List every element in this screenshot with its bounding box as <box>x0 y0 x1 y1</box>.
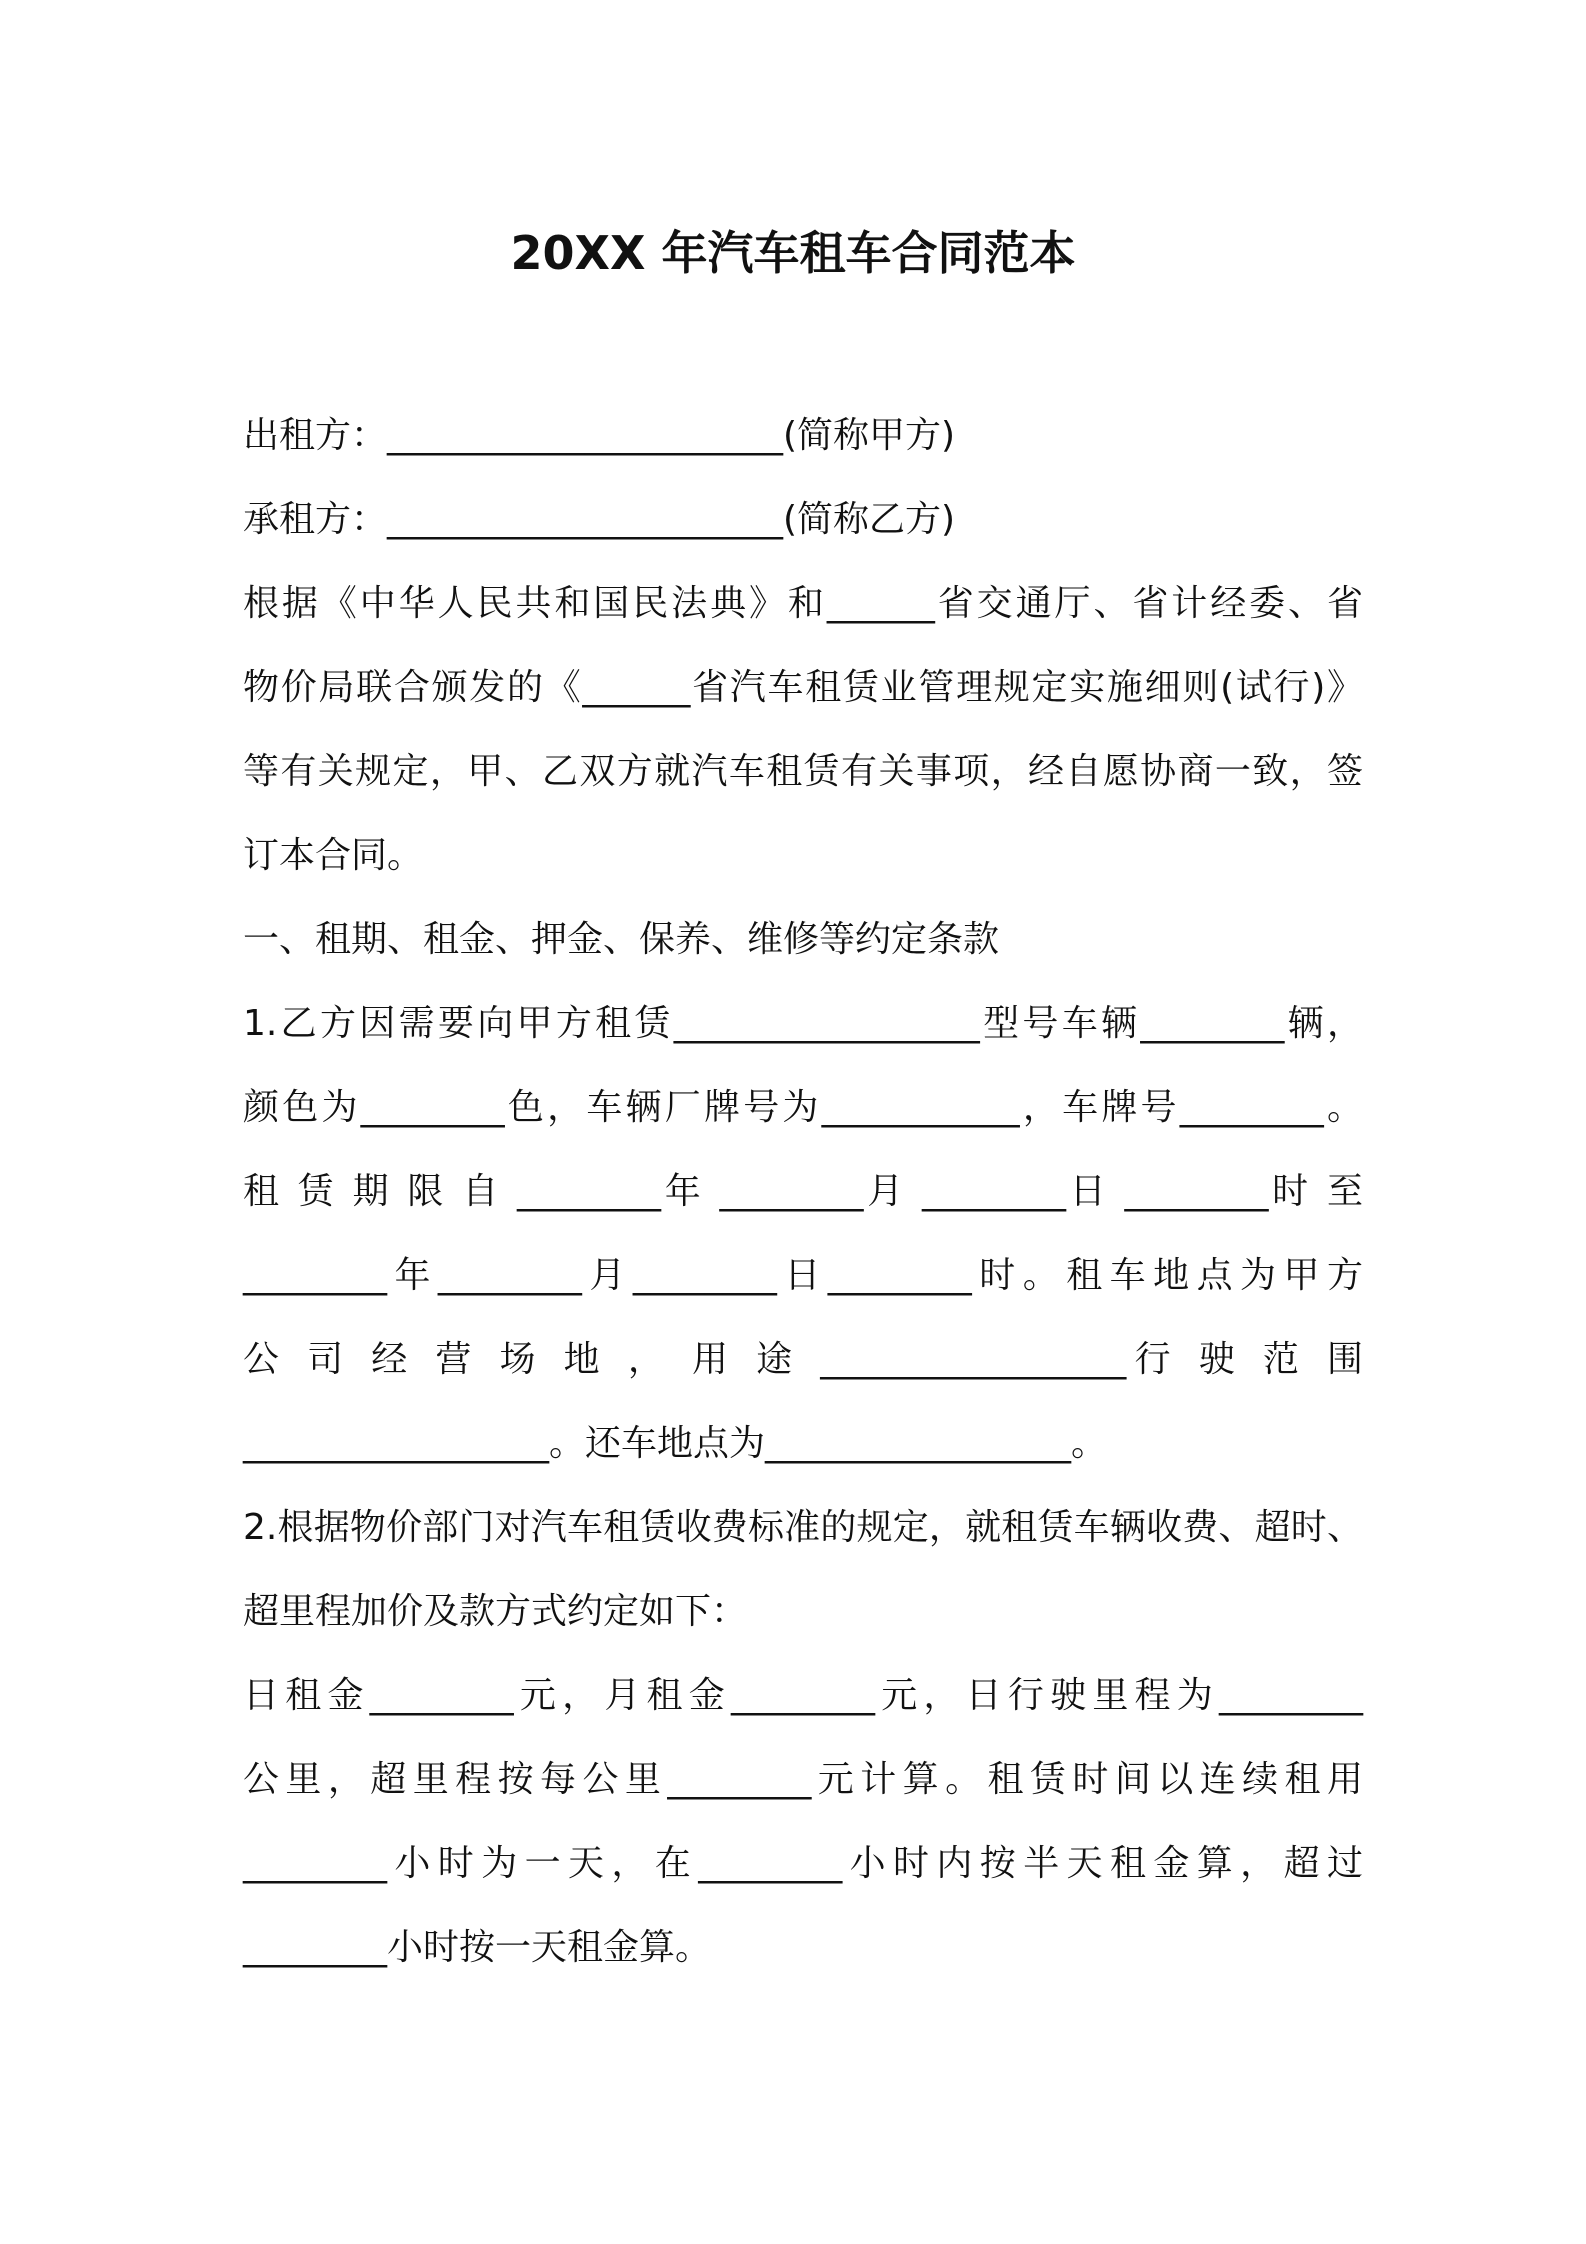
clause-1-line-1: 1.乙方因需要向甲方租赁_________________型号车辆________辆， <box>243 1003 1363 1044</box>
clause-1-line-6: _________________。还车地点为_________________。 <box>243 1423 1108 1464</box>
section-heading: 一、租期、租金、押金、保养、维修等约定条款 <box>243 919 1000 960</box>
preamble-line-1: 根据《中华人民共和国民法典》和______省交通厅、省计经委、省 <box>243 583 1363 624</box>
fees-line-2: 公里，超里程按每公里________元计算。租赁时间以连续租用 <box>243 1759 1363 1800</box>
lessor-line: 出租方：______________________(简称甲方) <box>243 415 956 456</box>
clause-1-line-3: 租 赁 期 限 自 ________年 ________月 ________日 ________时 至 <box>243 1171 1363 1212</box>
document-title: 20XX 年汽车租车合同范本 <box>510 226 1076 280</box>
preamble-line-3: 等有关规定，甲、乙双方就汽车租赁有关事项，经自愿协商一致，签 <box>243 751 1363 792</box>
clause-2-line-2: 超里程加价及款方式约定如下： <box>243 1591 748 1632</box>
preamble-line-2: 物价局联合颁发的《______省汽车租赁业管理规定实施细则(试行)》 <box>243 667 1363 708</box>
preamble-line-4: 订本合同。 <box>243 835 424 876</box>
clause-1-line-2: 颜色为________色，车辆厂牌号为___________，车牌号________。 <box>243 1087 1363 1128</box>
clause-2-line-1: 2.根据物价部门对汽车租赁收费标准的规定，就租赁车辆收费、超时、 <box>243 1507 1363 1548</box>
fees-line-3: ________小时为一天，在________小时内按半天租金算，超过 <box>243 1843 1363 1884</box>
fees-line-4: ________小时按一天租金算。 <box>243 1927 712 1968</box>
lessee-line: 承租方：______________________(简称乙方) <box>243 499 956 540</box>
clause-1-line-5: 公 司 经 营 场 地 ， 用 途 _________________行 驶 范 围 <box>243 1339 1363 1380</box>
clause-1-line-4: ________年________月________日________时。租车地点为甲方 <box>243 1255 1363 1296</box>
fees-line-1: 日租金________元，月租金________元，日行驶里程为________ <box>243 1675 1363 1716</box>
